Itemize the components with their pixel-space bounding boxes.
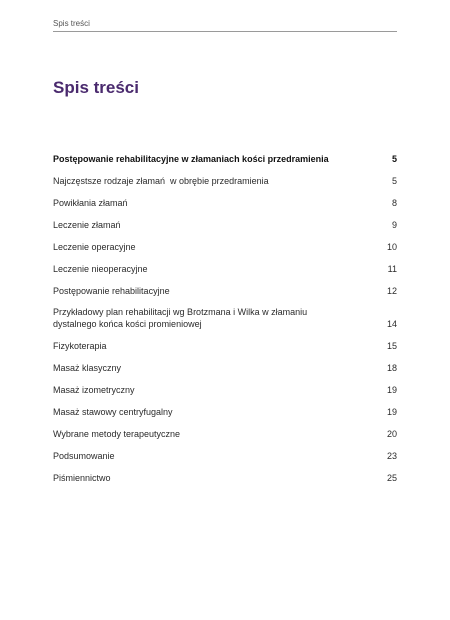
toc-entry-label: Leczenie operacyjne [53,242,136,252]
header-divider [53,31,397,32]
toc-entry-page: 9 [391,220,397,230]
toc-entry[interactable] [53,450,397,462]
toc-entry[interactable] [53,153,397,165]
toc-entry-page: 12 [386,286,397,296]
toc-entry-label: Przykładowy plan rehabilitacji wg Brotzmana i Wilka w złamaniu dystalnego końca kości promieniowej [53,307,308,329]
toc-entry[interactable] [53,175,397,187]
toc-entry-label: Fizykoterapia [53,341,107,351]
toc-entry-label: Masaż stawowy centryfugalny [53,407,173,417]
page-title: Spis treści [53,78,139,97]
toc-entry-page: 5 [391,154,397,164]
toc-entry-label: Podsumowanie [53,451,115,461]
toc-entry-label: Powikłania złamań [53,198,128,208]
toc-entry-page: 18 [386,363,397,373]
toc-entry[interactable] [53,428,397,440]
toc-entry[interactable] [53,340,397,352]
toc-entry-page: 25 [386,473,397,483]
toc-entry[interactable] [53,197,397,209]
toc-entry-label: Masaż klasyczny [53,363,122,373]
toc-entry[interactable] [53,263,397,275]
toc-entry[interactable] [53,285,397,297]
running-header: Spis treści [53,19,90,28]
toc-entry-page: 20 [386,429,397,439]
toc-entry[interactable] [53,241,397,253]
toc-entry-label: Postępowanie rehabilitacyjne w złamaniach kości przedramienia [53,154,329,164]
toc-entry[interactable] [53,306,397,330]
toc-entry-page: 23 [386,451,397,461]
toc-entry[interactable] [53,362,397,374]
toc-entry-label: Piśmiennictwo [53,473,111,483]
toc-entry[interactable] [53,406,397,418]
toc-entry[interactable] [53,219,397,231]
toc-entry-page: 11 [387,264,397,274]
toc-entry-label: Postępowanie rehabilitacyjne [53,286,170,296]
toc-entry-label: Masaż izometryczny [53,385,135,395]
toc-entry[interactable] [53,472,397,484]
toc-entry-label: Leczenie nieoperacyjne [53,264,148,274]
toc-entry-label: Najczęstsze rodzaje złamań w obrębie przedramienia [53,176,269,186]
toc-entry-page: 5 [391,176,397,186]
toc-entry-page: 19 [386,385,397,395]
toc-entry-page: 15 [386,341,397,351]
toc-entry[interactable] [53,384,397,396]
toc-entry-page: 19 [386,407,397,417]
toc-entry-label: Wybrane metody terapeutyczne [53,429,180,439]
toc-entry-page: 8 [391,198,397,208]
toc-entry-page: 14 [386,319,397,329]
toc-entry-label: Leczenie złamań [53,220,121,230]
toc-entry-page: 10 [386,242,397,252]
